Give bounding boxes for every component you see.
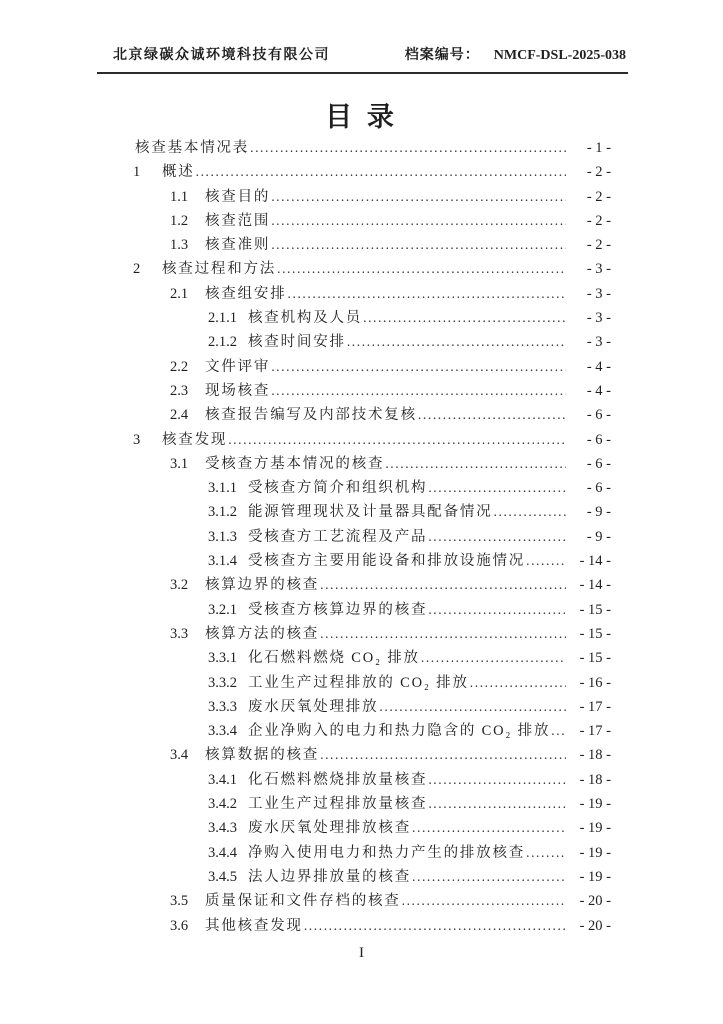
toc-leader-dots — [428, 529, 566, 546]
toc-entry-number: 1.3 — [170, 237, 189, 254]
toc-leader-dots — [428, 772, 566, 789]
toc-row[interactable] — [133, 379, 611, 403]
toc-page-number: - 3 - — [586, 310, 611, 327]
toc-row[interactable] — [133, 525, 611, 549]
toc-entry-label: 核查组安排 — [205, 285, 287, 302]
toc-leader-dots — [428, 796, 566, 813]
toc-entry-label: 核查机构及人员 — [248, 310, 363, 327]
toc-page-number: - 4 - — [586, 358, 611, 375]
toc-leader-dots — [271, 213, 566, 230]
toc-row[interactable] — [133, 671, 611, 695]
toc-leader-dots — [402, 893, 566, 910]
toc-row[interactable] — [133, 743, 611, 767]
toc-row[interactable] — [133, 646, 611, 670]
toc-page-number: - 2 - — [586, 164, 611, 181]
toc-leader-dots — [288, 286, 567, 303]
toc-page-number: - 17 - — [579, 723, 611, 740]
toc-page-number: - 3 - — [586, 334, 611, 351]
toc-row[interactable] — [133, 719, 611, 743]
toc-leader-dots — [271, 383, 566, 400]
toc-page-number: - 6 - — [586, 455, 611, 472]
toc-entry-number: 3.4.4 — [208, 844, 237, 861]
toc-entry-number: 3.6 — [170, 917, 189, 934]
toc-page-number: - 14 - — [579, 577, 611, 594]
toc-entry-number: 2 — [133, 261, 141, 278]
toc-row[interactable] — [133, 355, 611, 379]
toc-entry-label: 核查基本情况表 — [135, 140, 250, 156]
toc-entry-label: 化石燃料燃烧排放量核查 — [248, 771, 428, 788]
toc-entry-number: 3.3.4 — [208, 723, 237, 740]
archive-number-value: NMCF-DSL-2025-038 — [493, 48, 626, 63]
toc-page-number: - 3 - — [586, 285, 611, 302]
toc-row[interactable] — [133, 282, 611, 306]
toc-entry-number: 3.1 — [170, 455, 189, 472]
toc-entry-label: 受核查方工艺流程及产品 — [248, 528, 428, 545]
toc-leader-dots — [412, 820, 566, 837]
toc-page-number: - 15 - — [579, 601, 611, 618]
toc-row[interactable] — [133, 622, 611, 646]
toc-entry-number: 2.3 — [170, 382, 189, 399]
toc-leader-dots — [494, 504, 567, 521]
toc-entry-number: 3.4.2 — [208, 796, 237, 813]
toc-entry-label: 核算数据的核查 — [205, 747, 320, 764]
toc-leader-dots — [320, 577, 566, 594]
toc-entry-number: 3.3.1 — [208, 650, 237, 667]
toc-leader-dots — [551, 723, 566, 740]
toc-entry-label: 工业生产过程排放量核查 — [248, 796, 428, 813]
toc-row[interactable] — [133, 768, 611, 792]
toc-leader-dots — [271, 237, 566, 254]
footer-page-number: I — [359, 945, 364, 961]
page-title: 目 录 — [325, 102, 398, 132]
toc-row[interactable] — [133, 306, 611, 330]
toc-page-number: - 18 - — [579, 747, 611, 764]
toc-entry-label: 其他核查发现 — [205, 917, 303, 934]
toc-leader-dots — [196, 164, 566, 181]
toc-entry-number: 2.1.1 — [208, 310, 237, 327]
toc-entry-label: 核查范围 — [205, 212, 271, 229]
toc-page-number: - 14 - — [579, 553, 611, 570]
toc-entry-label: 文件评审 — [205, 358, 271, 375]
toc-entry-number: 3.3 — [170, 625, 189, 642]
toc-entry-label: 现场核查 — [205, 382, 271, 399]
toc-row[interactable] — [133, 841, 611, 865]
toc-entry-number: 3.1.3 — [208, 528, 237, 545]
toc-page-number: - 4 - — [586, 382, 611, 399]
toc-leader-dots — [304, 918, 566, 935]
toc-row[interactable] — [133, 598, 611, 622]
toc-row[interactable] — [133, 476, 611, 500]
toc-entry-number: 2.1 — [170, 285, 189, 302]
toc-entry-label: 核算边界的核查 — [205, 577, 320, 594]
toc-entry-label: 化石燃料燃烧 CO₂ 排放 — [248, 650, 420, 667]
toc-row[interactable] — [133, 914, 611, 938]
toc-leader-dots — [428, 480, 566, 497]
toc-entry-label: 废水厌氧处理排放 — [248, 698, 379, 715]
toc-row[interactable] — [133, 209, 611, 233]
toc-page-number: - 17 - — [579, 698, 611, 715]
toc-page-number: - 15 - — [579, 650, 611, 667]
toc-leader-dots — [428, 602, 566, 619]
toc-entry-label: 能源管理现状及计量器具配备情况 — [248, 504, 493, 521]
toc-entry-label: 核查准则 — [205, 237, 271, 254]
company-name: 北京绿碳众诚环境科技有限公司 — [113, 48, 330, 63]
toc-entry-label: 核查时间安排 — [248, 334, 346, 351]
toc-entry-label: 质量保证和文件存档的核查 — [205, 893, 401, 910]
toc-list — [133, 136, 611, 938]
toc-row[interactable] — [133, 695, 611, 719]
toc-leader-dots — [277, 261, 566, 278]
toc-entry-label: 核查发现 — [162, 431, 228, 448]
toc-row[interactable] — [133, 549, 611, 573]
toc-row[interactable] — [133, 185, 611, 209]
toc-entry-label: 废水厌氧处理排放核查 — [248, 820, 411, 837]
archive-number-group — [405, 44, 626, 64]
toc-page-number: - 6 - — [586, 407, 611, 424]
toc-page-number: - 6 - — [586, 431, 611, 448]
toc-leader-dots — [421, 650, 566, 667]
toc-entry-label: 概述 — [162, 164, 195, 181]
toc-entry-number: 1 — [133, 164, 141, 181]
toc-entry-number: 3.1.2 — [208, 504, 237, 521]
toc-row[interactable] — [133, 500, 611, 524]
toc-page-number: - 20 - — [579, 917, 611, 934]
toc-entry-number: 3.2.1 — [208, 601, 237, 618]
toc-leader-dots — [320, 626, 566, 643]
toc-entry-label: 法人边界排放量的核查 — [248, 868, 411, 885]
toc-leader-dots — [526, 845, 566, 862]
toc-leader-dots — [347, 334, 566, 351]
toc-leader-dots — [412, 869, 566, 886]
toc-page-number: - 19 - — [579, 868, 611, 885]
toc-leader-dots — [250, 140, 566, 157]
toc-row[interactable] — [133, 257, 611, 281]
page-header — [97, 44, 628, 74]
toc-page-number: - 15 - — [579, 625, 611, 642]
toc-page-number: - 19 - — [579, 844, 611, 861]
toc-row[interactable] — [133, 428, 611, 452]
toc-entry-label: 受核查方基本情况的核查 — [205, 455, 385, 472]
toc-page-number: - 16 - — [579, 674, 611, 691]
toc-entry-number: 1.1 — [170, 188, 189, 205]
toc-leader-dots — [526, 553, 566, 570]
toc-entry-number: 3.4.3 — [208, 820, 237, 837]
toc-page-number: - 19 - — [579, 796, 611, 813]
toc-page-number: - 6 - — [586, 480, 611, 497]
toc-entry-label: 核查过程和方法 — [162, 261, 277, 278]
toc-row[interactable] — [133, 573, 611, 597]
toc-entry-number: 2.4 — [170, 407, 189, 424]
toc-leader-dots — [320, 747, 566, 764]
toc-leader-dots — [418, 407, 566, 424]
toc-row[interactable] — [133, 136, 611, 160]
toc-entry-label: 核查目的 — [205, 188, 271, 205]
toc-leader-dots — [228, 432, 566, 449]
toc-entry-number: 3.2 — [170, 577, 189, 594]
toc-page-number: - 2 - — [586, 237, 611, 254]
toc-leader-dots — [379, 699, 566, 716]
toc-row[interactable] — [133, 233, 611, 257]
toc-row[interactable] — [133, 403, 611, 427]
toc-row[interactable] — [133, 330, 611, 354]
toc-entry-number: 2.1.2 — [208, 334, 237, 351]
toc-entry-number: 3.3.3 — [208, 698, 237, 715]
toc-entry-number: 3.5 — [170, 893, 189, 910]
toc-row[interactable] — [133, 160, 611, 184]
toc-entry-number: 3.1.4 — [208, 553, 237, 570]
toc-page-number: - 9 - — [586, 528, 611, 545]
toc-page-number: - 19 - — [579, 820, 611, 837]
archive-number-label: 档案编号： — [404, 48, 480, 63]
toc-leader-dots — [363, 310, 566, 327]
toc-entry-label: 核查报告编写及内部技术复核 — [205, 407, 417, 424]
toc-entry-label: 净购入使用电力和热力产生的排放核查 — [248, 844, 526, 861]
toc-leader-dots — [385, 456, 566, 473]
toc-entry-label: 受核查方核算边界的核查 — [248, 601, 428, 618]
toc-leader-dots — [271, 189, 566, 206]
toc-row[interactable] — [133, 452, 611, 476]
toc-entry-number: 1.2 — [170, 212, 189, 229]
toc-entry-number: 3.4 — [170, 747, 189, 764]
toc-entry-number: 3.3.2 — [208, 674, 237, 691]
toc-row[interactable] — [133, 865, 611, 889]
toc-entry-label: 企业净购入的电力和热力隐含的 CO₂ 排放 — [248, 723, 551, 740]
toc-row[interactable] — [133, 792, 611, 816]
toc-entry-number: 3.4.5 — [208, 868, 237, 885]
toc-entry-label: 工业生产过程排放的 CO₂ 排放 — [248, 674, 469, 691]
toc-page-number: - 2 - — [586, 188, 611, 205]
toc-page-number: - 2 - — [586, 212, 611, 229]
toc-page-number: - 18 - — [579, 771, 611, 788]
toc-entry-number: 3.1.1 — [208, 480, 237, 497]
toc-entry-label: 受核查方主要用能设备和排放设施情况 — [248, 553, 526, 570]
toc-entry-number: 2.2 — [170, 358, 189, 375]
toc-leader-dots — [271, 359, 566, 376]
toc-page-number: - 20 - — [579, 893, 611, 910]
toc-row[interactable] — [133, 889, 611, 913]
toc-page-number: - 9 - — [586, 504, 611, 521]
toc-entry-number: 3.4.1 — [208, 771, 237, 788]
toc-entry-label: 核算方法的核查 — [205, 625, 320, 642]
toc-page-number: - 1 - — [586, 140, 611, 156]
toc-entry-label: 受核查方简介和组织机构 — [248, 480, 428, 497]
toc-leader-dots — [470, 675, 566, 692]
toc-page-number: - 3 - — [586, 261, 611, 278]
toc-entry-number: 3 — [133, 431, 141, 448]
toc-row[interactable] — [133, 816, 611, 840]
